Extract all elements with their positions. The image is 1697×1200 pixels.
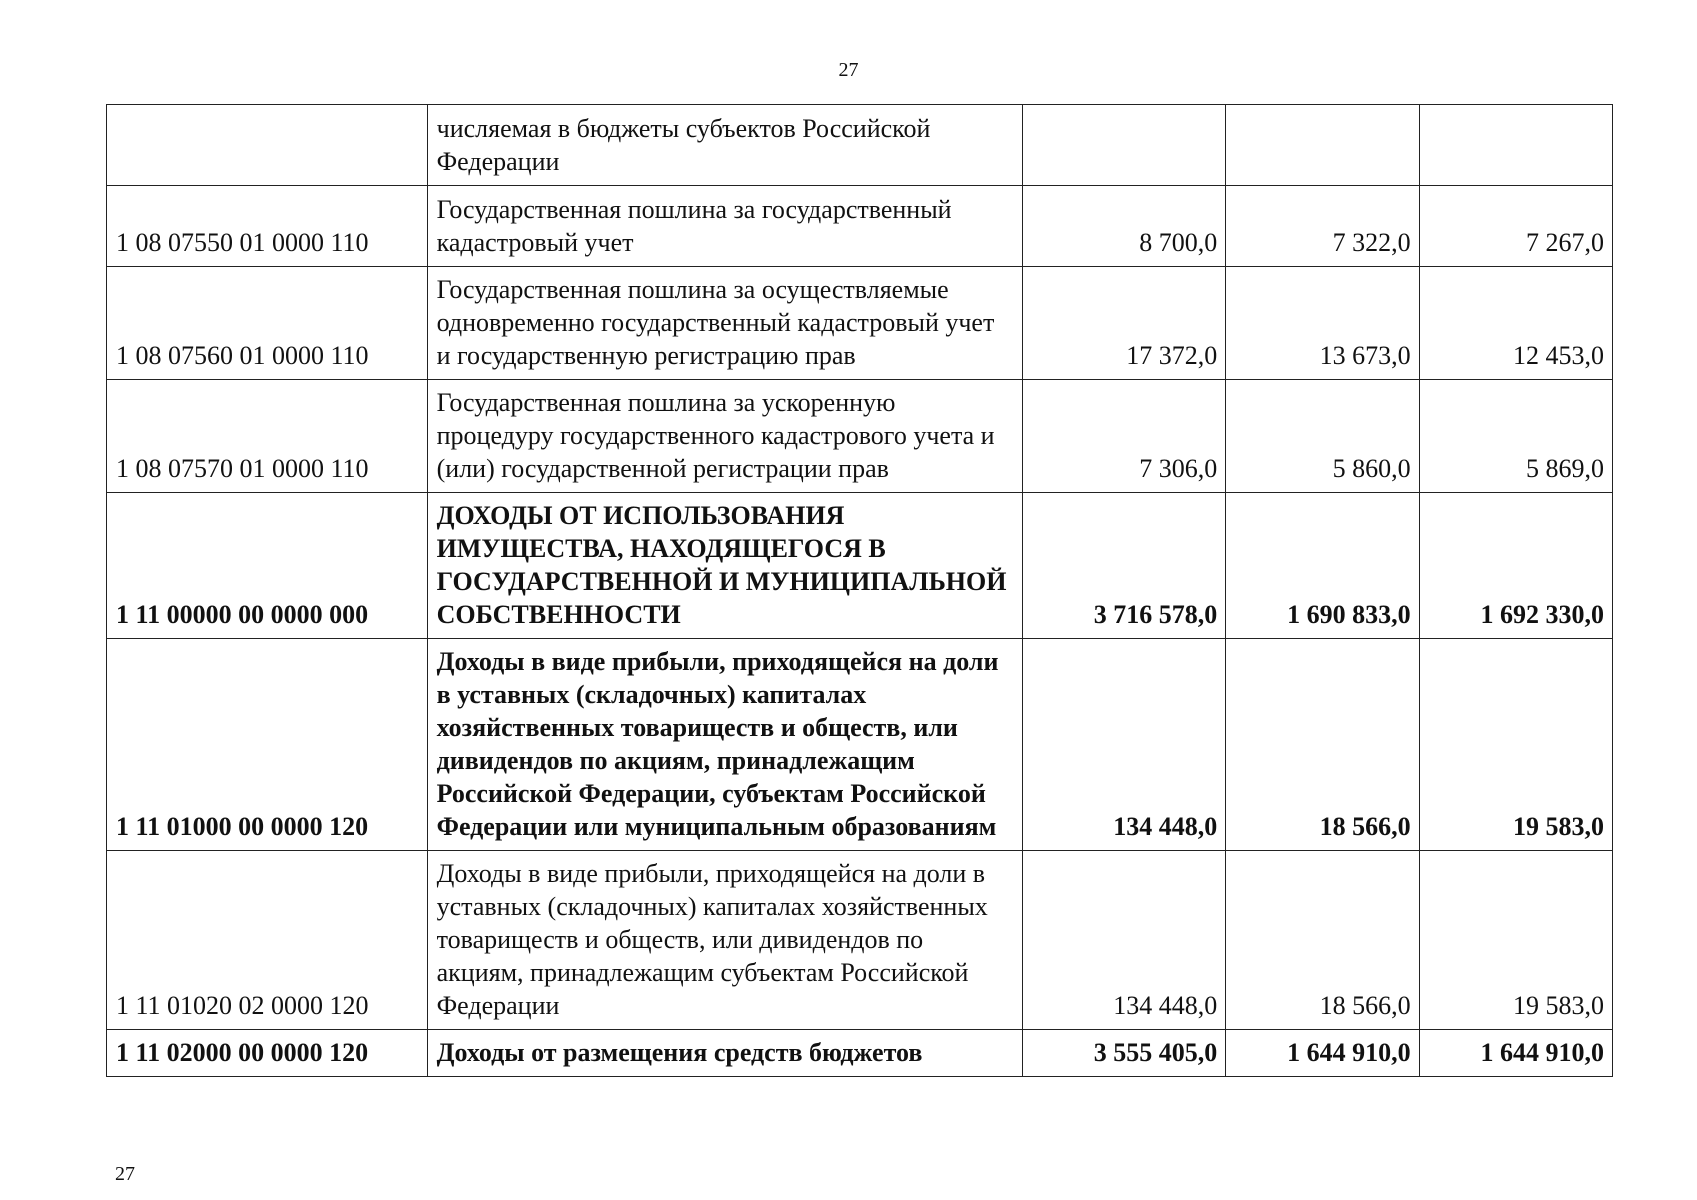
value-cell-2: 7 322,0 [1226, 186, 1419, 267]
budget-code-cell: 1 08 07550 01 0000 110 [107, 186, 428, 267]
table-row [107, 1030, 1613, 1077]
revenue-table [106, 104, 1613, 1077]
revenue-name-cell: Государственная пошлина за ускоренную процедуру государственного кадастрового учета и (или) государственной регистрации прав [427, 380, 1022, 493]
table-row [107, 493, 1613, 639]
budget-code-cell [107, 105, 428, 186]
value-cell-2: 1 644 910,0 [1226, 1030, 1419, 1077]
revenue-name-cell: Государственная пошлина за государственный кадастровый учет [427, 186, 1022, 267]
budget-code-cell: 1 11 00000 00 0000 000 [107, 493, 428, 639]
value-cell-3 [1419, 105, 1612, 186]
value-cell-3: 19 583,0 [1419, 639, 1612, 851]
value-cell-3: 12 453,0 [1419, 267, 1612, 380]
table-row [107, 851, 1613, 1030]
revenue-name-cell: Доходы в виде прибыли, приходящейся на доли в уставных (складочных) капиталах хозяйственных товариществ и обществ, или дивидендов по акциям, принадлежащим субъектам Российской Федерации [427, 851, 1022, 1030]
revenue-name-cell: числяемая в бюджеты субъектов Российской Федерации [427, 105, 1022, 186]
value-cell-3: 1 692 330,0 [1419, 493, 1612, 639]
table-row [107, 186, 1613, 267]
table-row [107, 267, 1613, 380]
budget-code-cell: 1 11 02000 00 0000 120 [107, 1030, 428, 1077]
table-row [107, 380, 1613, 493]
value-cell-1: 8 700,0 [1022, 186, 1225, 267]
value-cell-3: 19 583,0 [1419, 851, 1612, 1030]
value-cell-2: 1 690 833,0 [1226, 493, 1419, 639]
value-cell-1 [1022, 105, 1225, 186]
revenue-name-cell: Доходы от размещения средств бюджетов [427, 1030, 1022, 1077]
value-cell-1: 134 448,0 [1022, 639, 1225, 851]
value-cell-3: 7 267,0 [1419, 186, 1612, 267]
value-cell-2: 13 673,0 [1226, 267, 1419, 380]
table-row [107, 639, 1613, 851]
value-cell-1: 134 448,0 [1022, 851, 1225, 1030]
value-cell-1: 3 555 405,0 [1022, 1030, 1225, 1077]
budget-code-cell: 1 08 07560 01 0000 110 [107, 267, 428, 380]
value-cell-3: 1 644 910,0 [1419, 1030, 1612, 1077]
value-cell-1: 17 372,0 [1022, 267, 1225, 380]
revenue-name-cell: Доходы в виде прибыли, приходящейся на доли в уставных (складочных) капиталах хозяйственных товариществ и обществ, или дивидендов по акциям, принадлежащим Российской Федерации, субъектам Российской Федерации или муниципальным образованиям [427, 639, 1022, 851]
value-cell-3: 5 869,0 [1419, 380, 1612, 493]
revenue-name-cell: ДОХОДЫ ОТ ИСПОЛЬЗОВАНИЯ ИМУЩЕСТВА, НАХОДЯЩЕГОСЯ В ГОСУДАРСТВЕННОЙ И МУНИЦИПАЛЬНОЙ СОБСТВЕННОСТИ [427, 493, 1022, 639]
page-number-top: 27 [838, 59, 859, 81]
budget-code-cell: 1 08 07570 01 0000 110 [107, 380, 428, 493]
value-cell-2 [1226, 105, 1419, 186]
value-cell-1: 7 306,0 [1022, 380, 1225, 493]
value-cell-2: 18 566,0 [1226, 639, 1419, 851]
budget-code-cell: 1 11 01020 02 0000 120 [107, 851, 428, 1030]
revenue-name-cell: Государственная пошлина за осуществляемые одновременно государственный кадастровый учет и государственную регистрацию прав [427, 267, 1022, 380]
value-cell-2: 5 860,0 [1226, 380, 1419, 493]
page-number-bottom: 27 [115, 1163, 135, 1185]
value-cell-1: 3 716 578,0 [1022, 493, 1225, 639]
value-cell-2: 18 566,0 [1226, 851, 1419, 1030]
budget-code-cell: 1 11 01000 00 0000 120 [107, 639, 428, 851]
table-row [107, 105, 1613, 186]
